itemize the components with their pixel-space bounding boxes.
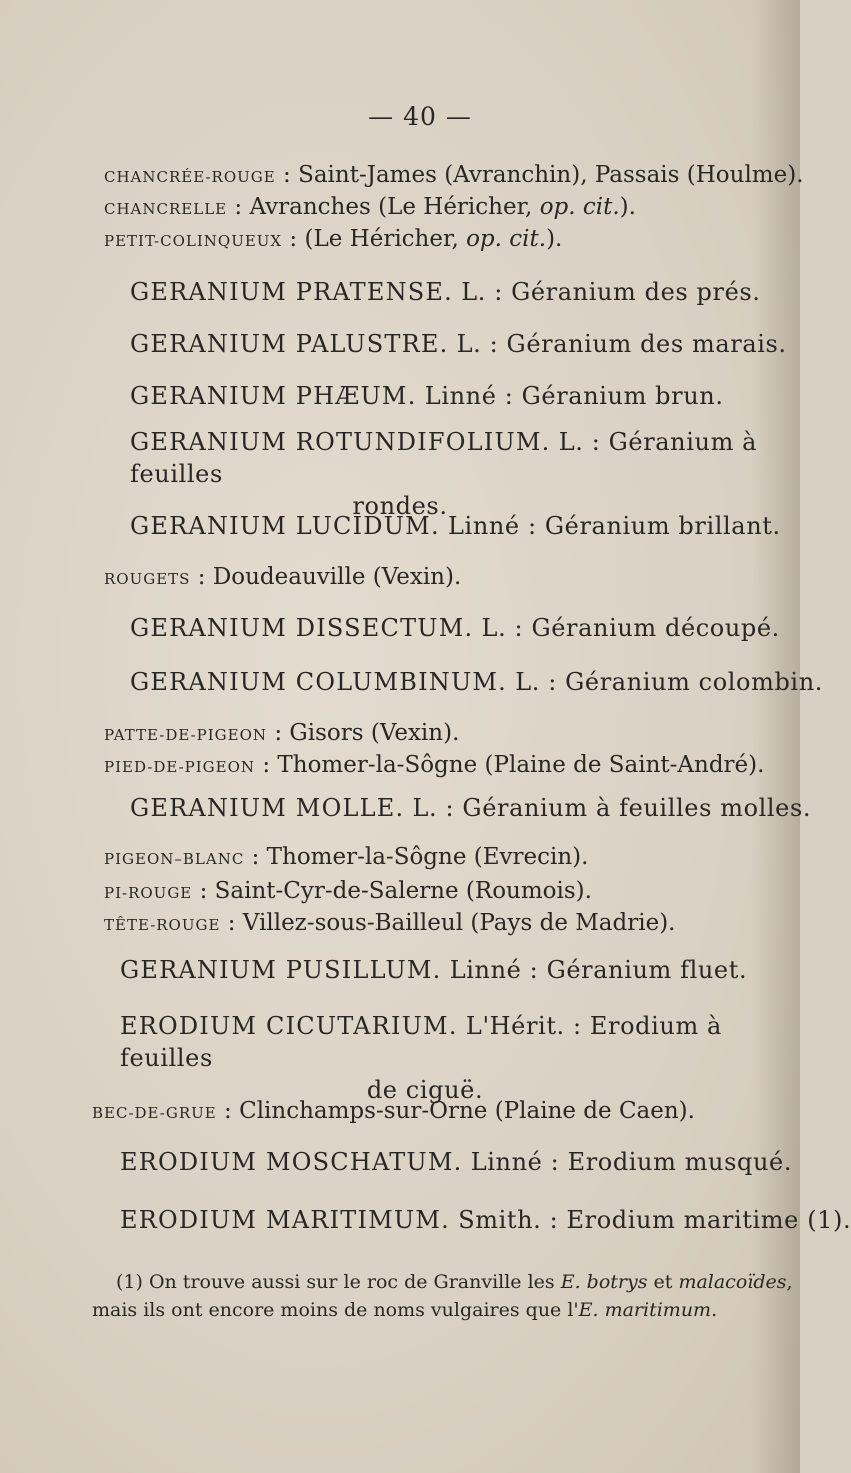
vernacular-entry: [104, 160, 804, 192]
footnote-italic: E. maritimum: [578, 1299, 712, 1321]
species-entry: [130, 612, 780, 644]
entry-text: : Saint-Cyr-de-Salerne (Roumois).: [192, 878, 592, 904]
vernacular-entry: [92, 1096, 695, 1128]
species-text: Linné : Erodium musqué.: [462, 1148, 793, 1176]
species-entry: [120, 1204, 851, 1236]
footnote-text: et: [647, 1271, 679, 1293]
entry-text: : Clinchamps-sur-Orne (Plaine de Caen).: [216, 1098, 695, 1124]
species-text: Linné : Géranium brillant.: [439, 512, 781, 540]
species-continuation: rondes.: [352, 492, 448, 520]
vernacular-term: TÊTE-ROUGE: [104, 916, 221, 934]
species-entry: [120, 1010, 790, 1106]
species-text: L. : Géranium des marais.: [448, 330, 787, 358]
vernacular-entry: [104, 562, 461, 594]
species-entry: [130, 510, 781, 542]
footnote-text: mais ils ont encore moins de noms vulgaires que l': [92, 1299, 579, 1321]
species-text: L. : Géranium des prés.: [452, 278, 761, 306]
footnote-text: (1) On trouve aussi sur le roc de Granville les: [116, 1271, 561, 1293]
species-name: GERANIUM DISSECTUM.: [130, 614, 474, 642]
species-name: GERANIUM PALUSTRE.: [130, 330, 449, 358]
vernacular-entry: [104, 842, 588, 874]
species-name: GERANIUM PHÆUM.: [130, 382, 417, 410]
vernacular-term: PIED-DE-PIGEON: [104, 758, 256, 776]
entry-text: : Villez-sous-Bailleul (Pays de Madrie).: [220, 910, 676, 936]
entry-italic: op. cit.: [466, 226, 547, 252]
vernacular-entry: [104, 908, 676, 940]
footnote: [92, 1268, 806, 1324]
species-name: ERODIUM MOSCHATUM.: [120, 1148, 463, 1176]
entry-tail: ).: [619, 194, 636, 220]
entry-text: : Thomer-la-Sôgne (Plaine de Saint-André).: [255, 752, 765, 778]
species-name: GERANIUM COLUMBINUM.: [130, 668, 508, 696]
species-entry: [130, 328, 787, 360]
species-name: GERANIUM MOLLE.: [130, 794, 405, 822]
species-entry: [120, 954, 747, 986]
vernacular-term: CHANCRÉE-ROUGE: [104, 168, 276, 186]
entry-text: : Saint-James (Avranchin), Passais (Houlme).: [275, 162, 804, 188]
vernacular-term: ROUGETS: [104, 570, 191, 588]
species-entry: [130, 276, 761, 308]
vernacular-term: PETIT-COLINQUEUX: [104, 232, 283, 250]
species-text: L. : Géranium à feuilles molles.: [404, 794, 812, 822]
species-text: L. : Géranium colombin.: [507, 668, 823, 696]
vernacular-term: PATTE-DE-PIGEON: [104, 726, 268, 744]
species-entry: [130, 426, 790, 522]
footnote-text: ,: [786, 1271, 793, 1293]
entry-text: : Thomer-la-Sôgne (Evrecin).: [244, 844, 589, 870]
vernacular-entry: [104, 718, 459, 750]
footnote-text: .: [711, 1299, 718, 1321]
species-text: L. : Géranium découpé.: [473, 614, 780, 642]
vernacular-term: BEC-DE-GRUE: [92, 1104, 217, 1122]
species-text: L. : Géranium à feuilles: [130, 428, 758, 488]
species-name: ERODIUM CICUTARIUM.: [120, 1012, 458, 1040]
species-text: Smith. : Erodium maritime (1).: [449, 1206, 851, 1234]
species-text: L'Hérit. : Erodium à feuilles: [120, 1012, 722, 1072]
footnote-italic: E. botrys: [560, 1271, 648, 1293]
species-text: Linné : Géranium fluet.: [441, 956, 748, 984]
vernacular-entry: [104, 224, 562, 256]
species-name: ERODIUM MARITIMUM.: [120, 1206, 450, 1234]
footnote-line-2: [92, 1296, 806, 1324]
species-entry: [130, 380, 724, 412]
entry-italic: op. cit.: [539, 194, 620, 220]
entry-tail: ).: [546, 226, 563, 252]
entry-text: : (Le Héricher,: [282, 226, 467, 252]
page-number: — 40 —: [368, 102, 472, 131]
entry-text: : Gisors (Vexin).: [267, 720, 460, 746]
entry-text: : Avranches (Le Héricher,: [227, 194, 540, 220]
species-name: GERANIUM PUSILLUM.: [120, 956, 442, 984]
species-entry: [120, 1146, 792, 1178]
vernacular-entry: [104, 876, 592, 908]
entry-text: : Doudeauville (Vexin).: [190, 564, 462, 590]
species-continuation: de ciguë.: [366, 1076, 484, 1104]
footnote-line-1: [116, 1268, 806, 1296]
vernacular-term: PI-ROUGE: [104, 884, 193, 902]
species-entry: [130, 666, 823, 698]
species-name: GERANIUM PRATENSE.: [130, 278, 453, 306]
species-text: Linné : Géranium brun.: [416, 382, 724, 410]
species-name: GERANIUM ROTUNDIFOLIUM.: [130, 428, 551, 456]
vernacular-term: PIGEON–BLANC: [104, 850, 245, 868]
species-name: GERANIUM LUCIDUM.: [130, 512, 440, 540]
vernacular-entry: [104, 750, 764, 782]
vernacular-term: CHANCRELLE: [104, 200, 228, 218]
vernacular-entry: [104, 192, 636, 224]
footnote-italic: malacoïdes: [678, 1271, 787, 1293]
species-entry: [130, 792, 811, 824]
